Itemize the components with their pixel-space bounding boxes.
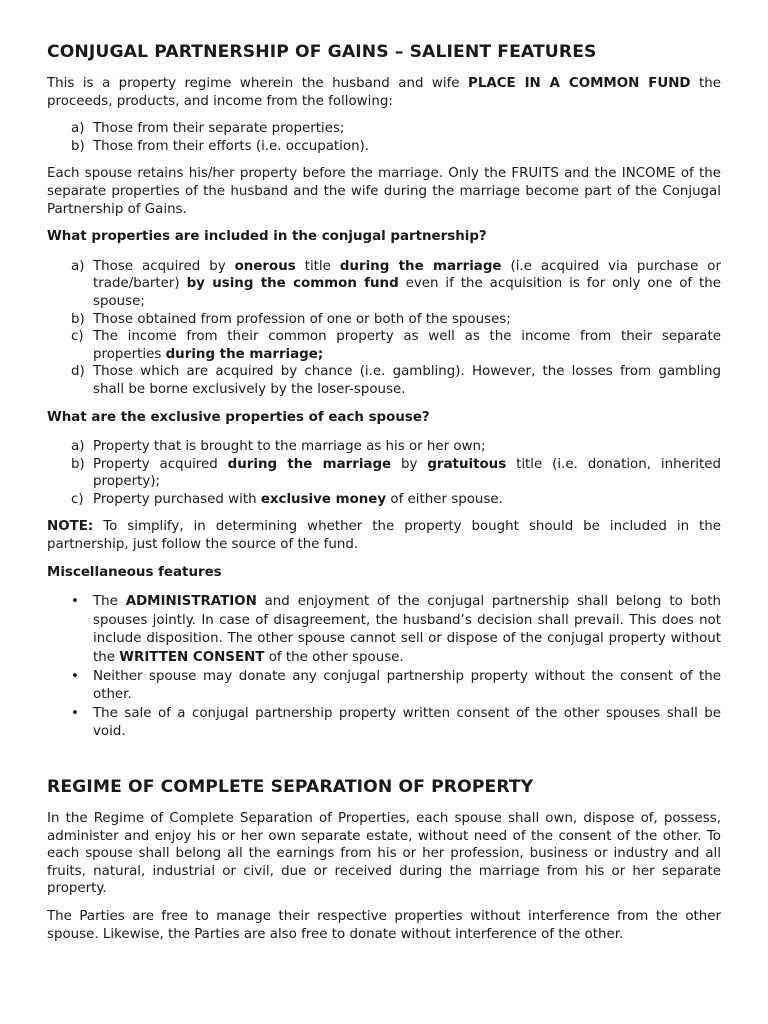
list-item: b) Those from their efforts (i.e. occupation). — [71, 138, 370, 154]
list-item: c) Property purchased with exclusive money of either spouse. — [71, 491, 503, 507]
included-properties-list — [47, 258, 721, 399]
list-item: d) Those which are acquired by chance (i.e. gambling). However, the losses from gambling shall be borne exclusively by the loser-spouse. — [71, 364, 721, 397]
list-item: • The ADMINISTRATION and enjoyment of the conjugal partnership shall belong to both spouses jointly. In case of disagreement, the husband’s decision shall prevail. This does not include disposition. The other spouse cannot sell or dispose of the conjugal property without the WRITTEN CONSENT of the other spouse. — [71, 594, 721, 666]
list-item: b) Those obtained from profession of one or both of the spouses; — [71, 311, 511, 327]
section-title-conjugal-partnership: CONJUGAL PARTNERSHIP OF GAINS – SALIENT FEATURES — [47, 42, 597, 62]
bullet-icon: • — [71, 705, 79, 721]
income-sources-list — [47, 120, 721, 155]
list-item: • The sale of a conjugal partnership property written consent of the other spouses shall be void. — [71, 705, 721, 740]
separation-paragraph-1: In the Regime of Complete Separation of Properties, each spouse shall own, dispose of, possess, administer and enjoy his or her own separate estate, without need of the consent of the other. To each spouse shall belong all the earnings from his or her profession, business or industry and all fruits, natural, industrial or civil, due or received during the marriage from his or her separate property. — [47, 811, 721, 897]
list-item: b) Property acquired during the marriage by gratuitous title (i.e. donation, inherited property); — [71, 456, 722, 490]
bullet-icon: • — [71, 594, 79, 610]
separation-paragraph-2: The Parties are free to manage their respective properties without interference from the other spouse. Likewise, the Parties are also free to donate without interference of the other. — [47, 908, 721, 942]
exclusive-properties-list — [47, 438, 721, 508]
list-item: a) Property that is brought to the marriage as his or her own; — [71, 439, 486, 455]
included-properties-heading: What properties are included in the conjugal partnership? — [47, 229, 487, 245]
section-title-separation-of-property: REGIME OF COMPLETE SEPARATION OF PROPERTY — [47, 777, 534, 797]
miscellaneous-list — [47, 593, 721, 742]
miscellaneous-heading: Miscellaneous features — [47, 564, 222, 580]
list-item: c) The income from their common property as well as the income from their separate properties during the marriage; — [71, 329, 721, 362]
list-item: a) Those from their separate properties; — [71, 121, 345, 137]
list-item: a) Those acquired by onerous title during the marriage (i.e acquired via purchase or trade/barter) by using the common fund even if the acquisition is for only one of the spouse; — [71, 258, 721, 309]
bullet-icon: • — [71, 668, 79, 684]
retain-paragraph: Each spouse retains his/her property before the marriage. Only the FRUITS and the INCOME of the separate properties of the husband and the wife during the marriage become part of the Conjugal Partnership of Gains. — [47, 166, 721, 217]
exclusive-properties-heading: What are the exclusive properties of each spouse? — [47, 409, 430, 425]
note-paragraph: NOTE: To simplify, in determining whether the property bought should be included in the partnership, just follow the source of the fund. — [47, 519, 721, 553]
intro-paragraph: This is a property regime wherein the husband and wife PLACE IN A COMMON FUND the proceeds, products, and income from the following: — [47, 76, 722, 109]
list-item: • Neither spouse may donate any conjugal partnership property without the consent of the other. — [71, 668, 721, 703]
